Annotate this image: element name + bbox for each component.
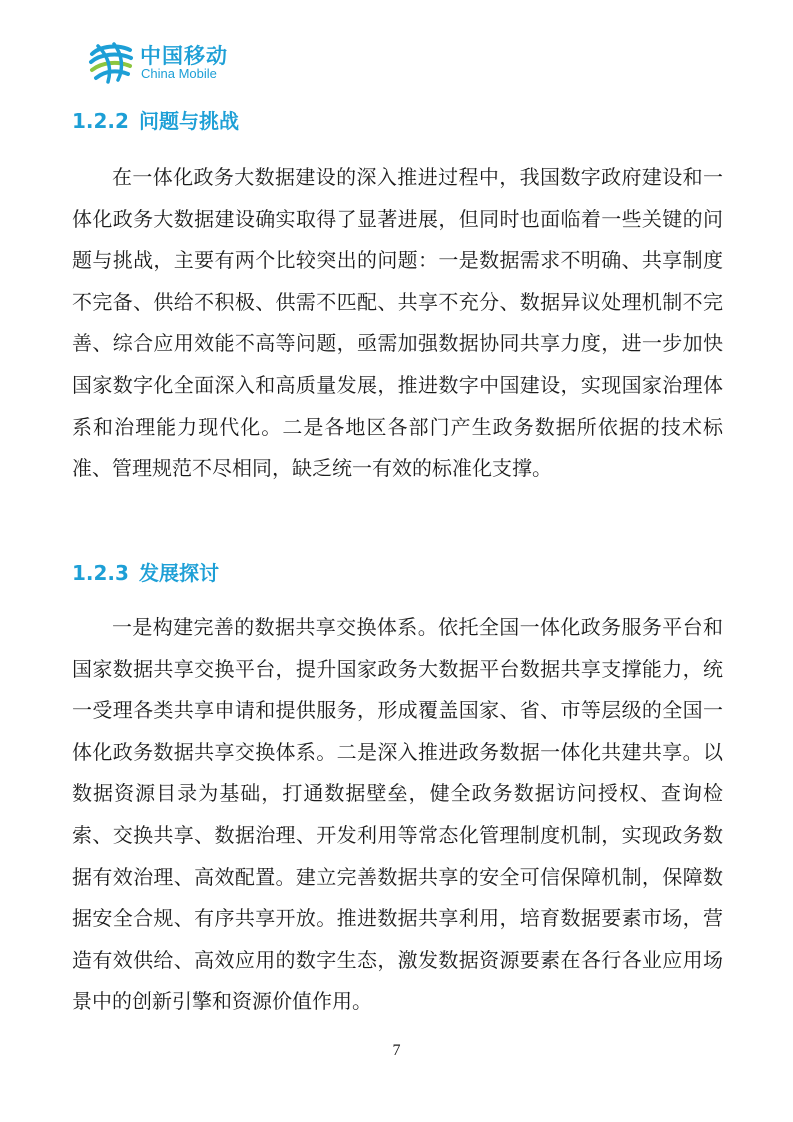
section-number: 1.2.3 [72, 561, 129, 585]
section-title: 问题与挑战 [138, 109, 239, 133]
section-heading-1-2-3 [72, 557, 219, 586]
logo-chinese-text: 中国移动 [140, 44, 228, 68]
section-title: 发展探讨 [138, 561, 219, 585]
china-mobile-logo-icon [88, 40, 134, 84]
section-paragraph-1-2-2: 在一体化政务大数据建设的深入推进过程中，我国数字政府建设和一体化政务大数据建设确实取得了显著进展，但同时也面临着一些关键的问题与挑战，主要有两个比较突出的问题：一是数据需求不明确、共享制度不完备、供给不积极、供需不匹配、共享不充分、数据异议处理机制不完善、综合应用效能不高等问题，亟需加强数据协同共享力度，进一步加快国家数字化全面深入和高质量发展，推进数字中国建设，实现国家治理体系和治理能力现代化。二是各地区各部门产生政务数据所依据的技术标准、管理规范不尽相同，缺乏统一有效的标准化支撑。 [72, 165, 723, 481]
page-number: 7 [392, 1042, 401, 1059]
section-heading-1-2-2 [72, 105, 239, 134]
section-number: 1.2.2 [72, 109, 129, 133]
logo-english-text: China Mobile [141, 66, 217, 81]
section-paragraph-1-2-3: 一是构建完善的数据共享交换体系。依托全国一体化政务服务平台和国家数据共享交换平台，提升国家政务大数据平台数据共享支撑能力，统一受理各类共享申请和提供服务，形成覆盖国家、省、市等层级的全国一体化政务数据共享交换体系。二是深入推进政务数据一体化共建共享。以数据资源目录为基础，打通数据壁垒，健全政务数据访问授权、查询检索、交换共享、数据治理、开发利用等常态化管理制度机制，实现政务数据有效治理、高效配置。建立完善数据共享的安全可信保障机制，保障数据安全合规、有序共享开放。推进数据共享利用，培育数据要素市场，营造有效供给、高效应用的数字生态，激发数据资源要素在各行各业应用场景中的创新引擎和资源价值作用。 [72, 615, 723, 1014]
china-mobile-logo [88, 38, 248, 88]
